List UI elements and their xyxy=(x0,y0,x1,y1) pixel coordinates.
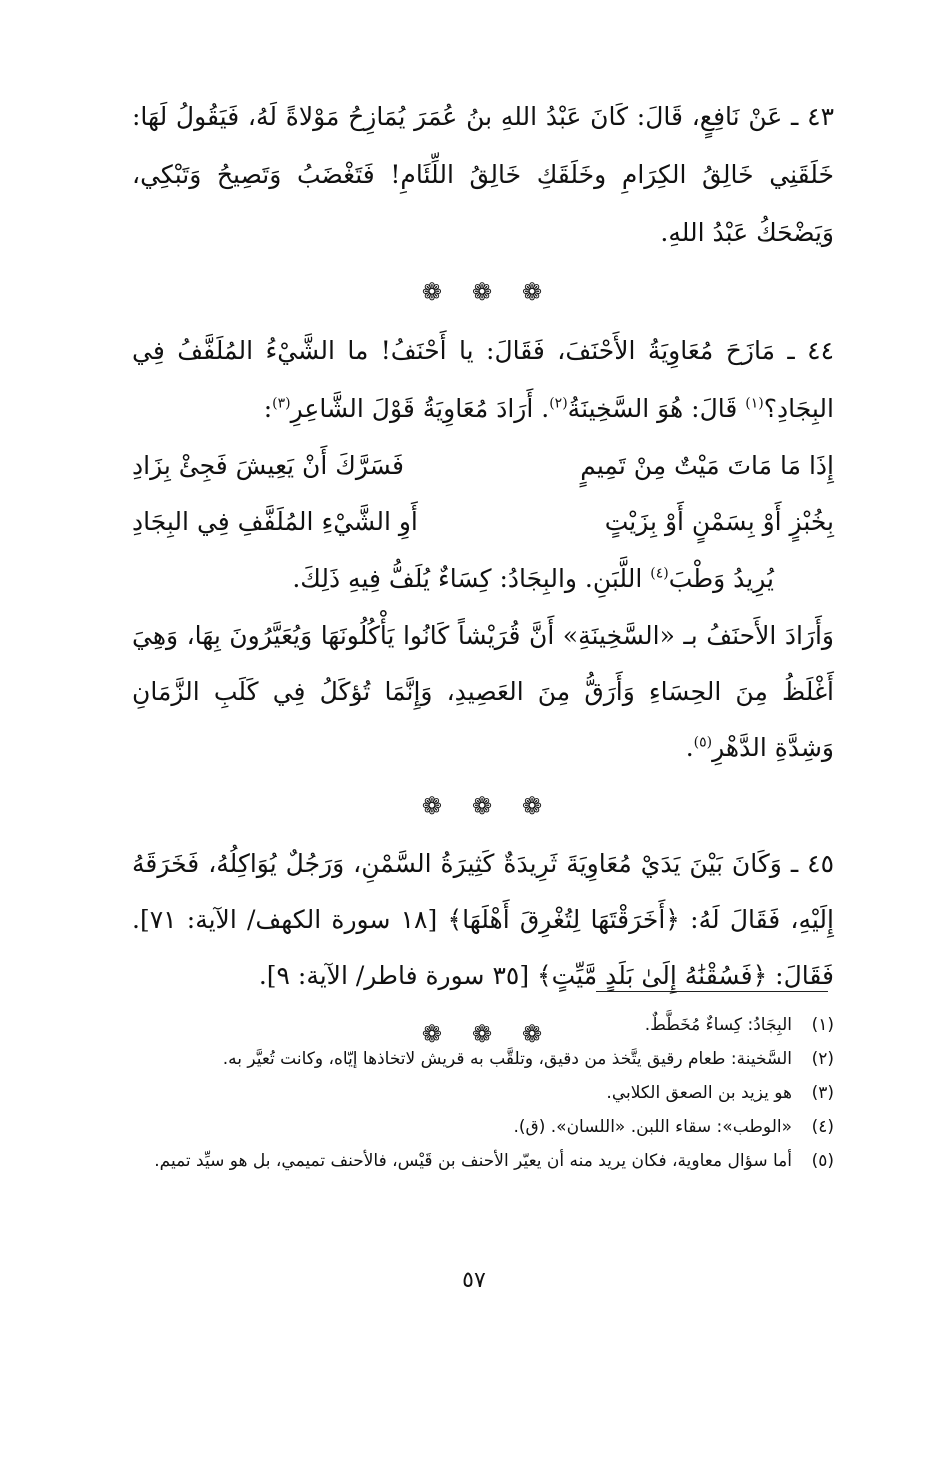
anecdote-44-text: قَالَ: هُوَ السَّخِينَةُ xyxy=(567,394,746,423)
anecdote-44-text: : xyxy=(263,394,273,423)
flower-ornament-icon: ❁ xyxy=(421,1020,444,1048)
footnotes xyxy=(132,1010,834,1180)
anecdote-44-intro xyxy=(132,322,834,438)
footnote-number: (٢) xyxy=(811,1049,834,1069)
poem-verse-2 xyxy=(132,494,834,550)
footnote-ref[interactable]: (٣) xyxy=(272,395,291,412)
anecdote-44-commentary xyxy=(132,608,834,776)
anecdote-44-text: . أَرَادَ مُعَاوِيَةُ قَوْلَ الشَّاعِرِ xyxy=(290,394,550,423)
footnote-item xyxy=(132,1044,834,1074)
flower-ornament-icon: ❁ xyxy=(522,1020,545,1048)
flower-ornament-icon: ❁ xyxy=(471,792,495,820)
footnote-number: (٣) xyxy=(811,1083,834,1103)
flower-ornament-icon: ❁ xyxy=(471,1020,495,1048)
footnote-number: (٥) xyxy=(811,1151,834,1171)
footnote-divider xyxy=(596,991,828,992)
anecdote-45: ٤٥ ـ وَكَانَ بَيْنَ يَدَيْ مُعَاوِيَةَ ثَرِيدَةٌ كَثِيرَةُ السَّمْنِ، وَرَجُلٌ يُوَاكِلُهُ، فَخَرَقَهُ إِلَيْهِ، فَقَالَ لَهُ: ﴿أَخَرَقْتَهَا لِتُغْرِقَ أَهْلَهَا﴾ [١٨ سورة الكهف/ الآية: ٧١]. فَقَالَ: ﴿فَسُقْنَٰهُ إِلَىٰ بَلَدٍ مَّيِّتٍ﴾ [٣٥ سورة فاطر/ الآية: ٩]. xyxy=(132,849,834,990)
verse-1-first-hemistich: إِذَا مَا مَاتَ مَيْتٌ مِنْ تَمِيمٍ xyxy=(580,451,834,480)
footnote-number: (١) xyxy=(811,1015,834,1035)
footnote-number: (٤) xyxy=(811,1117,834,1137)
footnote-item xyxy=(132,1146,834,1176)
section-separator xyxy=(132,776,834,836)
flower-ornament-icon: ❁ xyxy=(522,792,545,820)
footnote-item xyxy=(132,1078,834,1108)
flower-ornament-icon: ❁ xyxy=(421,792,444,820)
footnote-text: أما سؤال معاوية، فكان يريد منه أن يعيّر الأحنف بن قَيْس، فالأحنف تميمي، بل هو سيِّد تميم. xyxy=(154,1151,792,1171)
footnote-ref[interactable]: (١) xyxy=(745,395,764,412)
section-separator xyxy=(132,262,834,322)
main-text xyxy=(132,88,834,1064)
footnote-text: البِجَادُ: كِساءٌ مُخَطَّطٌ. xyxy=(644,1015,792,1035)
commentary-text: وَأَرَادَ الأَحنَفُ بـ «السَّخِينَةِ» أَنَّ قُرَيْشاً كَانُوا يَأْكُلُونَهَا وَيُعَيَّرُونَ بِهَا، وَهِيَ أَغْلَظُ مِنَ الحِسَاءِ وَأَرَقُّ مِنَ العَصِيدِ، وَإِنَّمَا تُؤكَلُ فِي كَلَبِ الزَّمَانِ وَشِدَّةِ الدَّهْرِ xyxy=(132,621,835,762)
footnote-text: السَّخينة: طعام رقيق يتَّخذ من دقيق، وتلقَّب به قريش لاتخاذها إيّاه، وكانت تُعيَّر به. xyxy=(222,1049,792,1069)
footnote-text: «الوطب»: سقاء اللبن. «اللسان». (ق). xyxy=(513,1117,792,1137)
verse-1-second-hemistich: فَسَرَّكَ أَنْ يَعِيشَ فَجِئْ بِزَادِ xyxy=(132,451,404,480)
flower-ornament-icon: ❁ xyxy=(471,278,495,306)
verse-gloss xyxy=(132,550,834,608)
footnote-item xyxy=(132,1010,834,1040)
gloss-text: يُرِيدُ وَطْبَ xyxy=(668,564,774,593)
flower-ornament-icon: ❁ xyxy=(421,278,444,306)
footnote-text: هو يزيد بن الصعق الكلابي. xyxy=(606,1083,792,1103)
footnote-ref[interactable]: (٢) xyxy=(549,395,568,412)
page-number: ٥٧ xyxy=(462,1268,486,1293)
gloss-text: اللَّبَنِ. والبِجَادُ: كِسَاءٌ يُلَفُّ فِيهِ ذَلِكَ. xyxy=(292,564,651,593)
poem-verse-1 xyxy=(132,438,834,494)
commentary-text: . xyxy=(685,733,694,762)
flower-ornament-icon: ❁ xyxy=(522,278,545,306)
footnote-item xyxy=(132,1112,834,1142)
verse-2-first-hemistich: بِخُبْزٍ أَوْ بِسَمْنٍ أَوْ بِزَيْتٍ xyxy=(604,507,834,536)
anecdote-44-text: ٤٤ ـ مَازَحَ مُعَاوِيَةُ الأَحْنَفَ، فَقَالَ: يا أَحْنَفُ! ما الشَّيْءُ المُلَفَّفُ فِي البِجَادِ؟ xyxy=(132,336,834,423)
footnote-ref[interactable]: (٤) xyxy=(650,565,669,582)
verse-2-second-hemistich: أَوِ الشَّيْءِ المُلَفَّفِ فِي البِجَادِ xyxy=(132,507,418,536)
anecdote-43: ٤٣ ـ عَنْ نَافِعٍ، قَالَ: كَانَ عَبْدُ اللهِ بنُ عُمَرَ يُمَازِحُ مَوْلاةً لَهُ، فَيَقُولُ لَهَا: خَلَقَنِي خَالِقُ الكِرَامِ وخَلَقَكِ خَالِقُ اللِّئَامِ! فَتَغْضَبُ وَتَصِيحُ وَتَبْكِي، وَيَضْحَكُ عَبْدُ اللهِ. xyxy=(132,102,834,247)
footnote-ref[interactable]: (٥) xyxy=(693,734,713,751)
